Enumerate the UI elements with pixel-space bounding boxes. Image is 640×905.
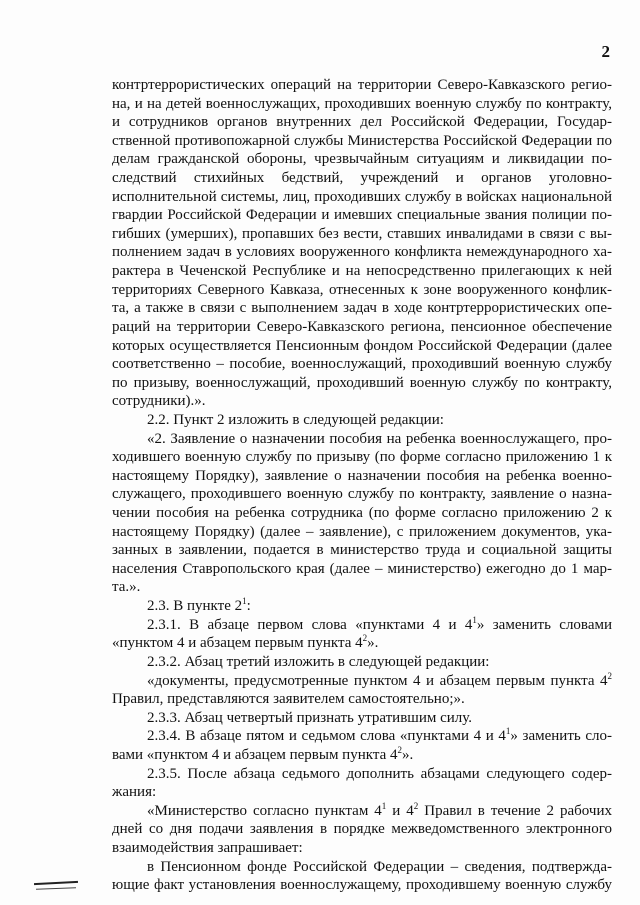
text-line — [112, 374, 612, 393]
superscript: 1 — [472, 614, 477, 625]
text-run: 2.3.2. Абзац третий изложить в следующей редакции: — [147, 653, 490, 670]
text-run: 2.2. Пункт 2 изложить в следующей редакции: — [147, 411, 444, 428]
text-line — [112, 653, 612, 672]
text-run: та, а также в связи с выполнением задач в ходе контртеррористических опе- — [112, 300, 612, 317]
text-line — [112, 206, 612, 225]
text-run: чении пособия на ребенка сотрудника (по форме согласно приложению 2 к — [112, 505, 612, 522]
text-line — [112, 169, 612, 188]
superscript: 1 — [242, 596, 247, 607]
text-run: в Пенсионном фонде Российской Федерации – сведения, подтвержда- — [147, 858, 612, 875]
text-line — [112, 876, 612, 895]
text-run: гибших (умерших), пропавших без вести, ставших инвалидами в связи с вы- — [112, 225, 612, 242]
text-run: «пунктом 4 и абзацем первым пункта 4 — [112, 635, 363, 652]
text-run: Правил в течение 2 рабочих — [418, 802, 612, 819]
text-run: 2.3.1. В абзаце первом слова «пунктами 4 и 4 — [147, 616, 473, 633]
text-line — [112, 672, 612, 691]
text-run: «Министерство согласно пунктам 4 — [147, 802, 382, 819]
text-line — [112, 448, 612, 467]
text-line — [112, 690, 612, 709]
text-run: ». — [367, 635, 379, 652]
text-line — [112, 188, 612, 207]
text-line — [112, 616, 612, 635]
text-line — [112, 411, 612, 430]
margin-mark-underline — [36, 887, 76, 889]
text-run: полнением задач в условиях вооруженного конфликта немеждународного ха- — [112, 244, 612, 261]
text-run: раций на территории Северо-Кавказского региона, пенсионное обеспечение — [112, 318, 612, 335]
text-run: рактера в Чеченской Республике и на непосредственно прилегающих к ней — [112, 263, 612, 280]
text-run: сотрудники).». — [112, 393, 206, 410]
text-line — [112, 727, 612, 746]
text-run: «документы, предусмотренные пунктом 4 и абзацем первым пункта 4 — [147, 672, 608, 689]
text-line — [112, 634, 612, 653]
text-line — [112, 355, 612, 374]
text-line — [112, 318, 612, 337]
text-line — [112, 299, 612, 318]
text-run: настоящему Порядку), заявление о назначении пособия на ребенка военно- — [112, 467, 612, 484]
text-line — [112, 858, 612, 877]
text-run: » заменить словами — [476, 616, 612, 633]
text-line — [112, 392, 612, 411]
text-run: служащего, проходившего военную службу по контракту, заявление о назна- — [112, 486, 612, 503]
text-run: жания: — [112, 784, 157, 801]
text-line — [112, 820, 612, 839]
text-line — [112, 541, 612, 560]
text-run: контртеррористических операций на территории Северо-Кавказского регио- — [112, 77, 612, 93]
text-run: вами «пунктом 4 и абзацем первым пункта 4 — [112, 746, 398, 763]
text-line — [112, 467, 612, 486]
text-run: делам гражданской обороны, чрезвычайным ситуациям и ликвидации по- — [112, 151, 612, 168]
text-line — [112, 76, 612, 95]
document-body — [112, 76, 612, 895]
text-run: и сотрудников органов внутренних дел Российской Федерации, Государ- — [112, 114, 612, 131]
text-run: ющие факт установления военнослужащему, проходившему военную службу — [112, 877, 612, 894]
text-run: населения Ставропольского края (далее – министерство) ежегодно до 1 мар- — [112, 560, 612, 577]
text-run: 2.3.4. В абзаце пятом и седьмом слова «пунктами 4 и 4 — [147, 728, 506, 745]
superscript: 1 — [381, 800, 387, 811]
superscript: 1 — [505, 726, 511, 737]
text-line — [112, 560, 612, 579]
text-run: и 4 — [386, 802, 414, 819]
text-run: 2.3.5. После абзаца седьмого дополнить абзацами следующего содер- — [147, 765, 612, 782]
superscript: 2 — [607, 670, 612, 681]
text-line — [112, 150, 612, 169]
page-number: 2 — [601, 42, 610, 61]
text-run: 2.3.3. Абзац четвертый признать утратившим силу. — [147, 709, 473, 726]
text-line — [112, 783, 612, 802]
text-run: та.». — [112, 579, 141, 596]
text-line — [112, 523, 612, 542]
text-run: ». — [401, 746, 414, 763]
text-run: территориях Северного Кавказа, отнесенных к зоне вооруженного конфлик- — [112, 281, 612, 298]
text-run: следствий стихийных бедствий, учреждений и органов уголовно- — [112, 170, 612, 187]
text-run: ственной противопожарной службы Министерства Российской Федерации по — [112, 132, 612, 149]
text-line — [112, 802, 612, 821]
text-run: дней со дня подачи заявления в порядке межведомственного электронного — [112, 821, 612, 838]
text-line — [112, 578, 612, 597]
text-line — [112, 262, 612, 281]
text-run: «2. Заявление о назначении пособия на ребенка военнослужащего, про- — [147, 430, 612, 447]
text-run: » заменить сло- — [510, 728, 612, 745]
text-run: настоящему Порядку) (далее – заявление), с приложением документов, ука- — [112, 523, 612, 540]
text-line — [112, 765, 612, 784]
superscript: 2 — [413, 800, 419, 811]
text-run: которых осуществляется Пенсионным фондом Российской Федерации (далее — [112, 337, 612, 354]
text-line — [112, 337, 612, 356]
superscript: 2 — [362, 633, 368, 644]
text-run: взаимодействия запрашивает: — [112, 839, 303, 856]
text-run: исполнительной системы, лиц, проходивших службу в войсках национальной — [112, 188, 612, 205]
text-line — [112, 504, 612, 523]
text-run: : — [246, 598, 251, 615]
text-run: на, и на детей военнослужащих, проходивших военную службу по контракту, — [112, 95, 612, 112]
text-line — [112, 243, 612, 262]
text-line — [112, 113, 612, 132]
text-line — [112, 485, 612, 504]
text-line — [112, 95, 612, 114]
text-run: занных в заявлении, подается в министерство труда и социальной защиты — [112, 542, 612, 559]
margin-mark — [34, 881, 78, 885]
text-run: соответственно – пособие, военнослужащий, проходивший военную службу — [112, 356, 612, 373]
text-run: 2.3. В пункте 2 — [147, 598, 243, 615]
superscript: 2 — [397, 744, 402, 755]
text-run: ходившего военную службу по призыву (по форме согласно приложению 1 к — [112, 449, 612, 466]
text-run: по призыву, военнослужащий, проходивший военную службу по контракту, — [112, 374, 612, 391]
text-run: Правил, представляются заявителем самостоятельно;». — [112, 691, 465, 708]
text-line — [112, 597, 612, 616]
text-run: гвардии Российской Федерации и имевших специальные звания полиции по- — [112, 207, 612, 224]
text-line — [112, 430, 612, 449]
text-line — [112, 839, 612, 858]
text-line — [112, 225, 612, 244]
text-line — [112, 132, 612, 151]
text-line — [112, 281, 612, 300]
text-line — [112, 746, 612, 765]
text-line — [112, 709, 612, 728]
